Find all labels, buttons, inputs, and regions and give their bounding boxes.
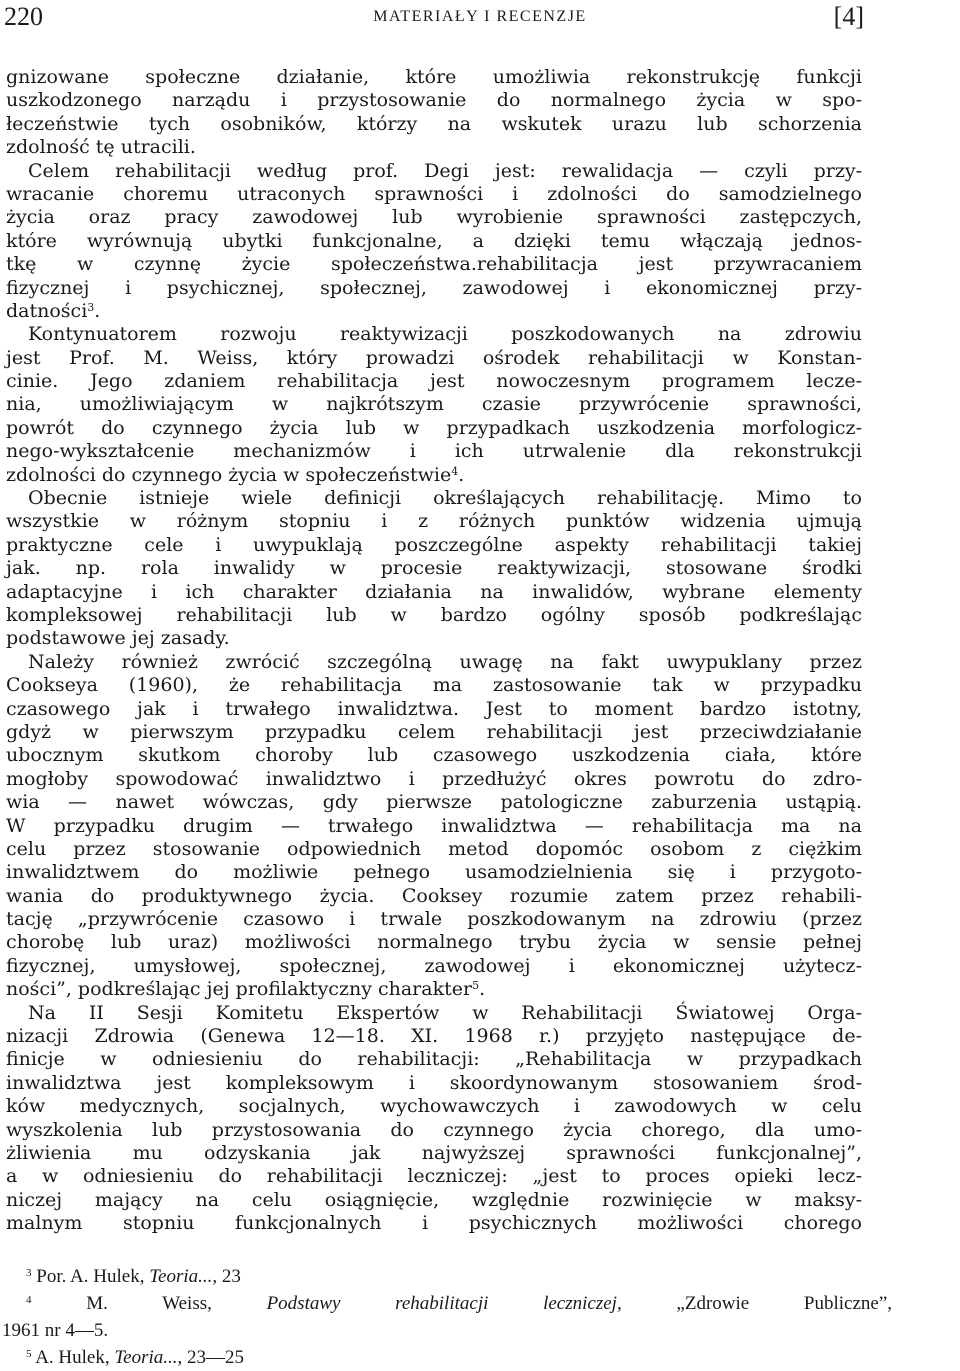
text-line — [6, 861, 862, 884]
text-line — [6, 1048, 862, 1071]
text-line — [6, 838, 862, 861]
text-line-content: które wyrównują ubytki funkcjonalne, a dzięki temu włączają jednos- — [6, 229, 862, 252]
footnote-marker: 3 — [26, 1267, 32, 1279]
text-line — [6, 1165, 862, 1188]
text-line-content: wyszkolenia lub przystosowania do czynnego życia chorego, dla umo- — [6, 1118, 862, 1141]
text-line-content: jest Prof. M. Weiss, który prowadzi ośrodek rehabilitacji w Konstan- — [6, 346, 862, 369]
text-line — [6, 277, 862, 300]
text-line — [6, 206, 862, 229]
footnote-tail: , 23—25 — [177, 1347, 245, 1368]
text-line-content: a w odniesieniu do rehabilitacji leczniczej: „jest to proces opieki lecz- — [6, 1165, 862, 1188]
text-line-tail: . — [458, 463, 465, 486]
footnote-reference: 4 — [451, 464, 459, 478]
text-line — [6, 160, 862, 183]
text-line — [6, 604, 862, 627]
text-line — [6, 978, 862, 1001]
text-line — [6, 674, 862, 697]
text-line-content: Na II Sesji Komitetu Ekspertów w Rehabilitacji Światowej Orga- — [28, 1001, 862, 1024]
text-line-content: Cookseya (1960), że rehabilitacja ma zastosowanie tak w przypadku — [6, 674, 862, 697]
text-line — [6, 698, 862, 721]
footnote-3 — [26, 1263, 892, 1290]
text-line — [6, 651, 862, 674]
text-line — [6, 487, 862, 510]
text-line-content: zdolności do czynnego życia w społeczeństwie — [6, 463, 452, 486]
footnote-4 — [26, 1290, 892, 1317]
footnote-marker: 5 — [26, 1348, 32, 1360]
text-line — [6, 1119, 862, 1142]
footnotes — [2, 1263, 893, 1371]
text-line — [6, 417, 862, 440]
text-line — [6, 721, 862, 744]
text-line — [6, 1002, 862, 1025]
text-line — [6, 347, 862, 370]
text-line-content: kompleksowej rehabilitacji lub w bardzo ogólny sposób podkreślając — [6, 603, 862, 626]
text-line — [6, 113, 862, 136]
text-line-content: gnizowane społeczne działanie, które umożliwia rekonstrukcję funkcji — [6, 66, 862, 88]
text-line — [6, 89, 862, 112]
text-line-content: wia — nawet wówczas, gdy pierwsze patologiczne zaburzenia ustąpią. — [6, 791, 862, 814]
text-line-content: fizycznej, umysłowej, społecznej, zawodowej i ekonomicznej użytecz- — [6, 954, 862, 977]
text-line — [6, 230, 862, 253]
text-line-content: Kontynuatorem rozwoju reaktywizacji poszkodowanych na zdrowiu — [28, 323, 862, 346]
text-line-content: gdyż w pierwszym przypadku celem rehabilitacji jest przeciwdziałanie — [6, 720, 862, 743]
footnote-reference: 3 — [87, 300, 95, 314]
text-line-content: tkę w czynnę życie społeczeństwa.rehabilitacja jest przywracaniem — [6, 253, 862, 276]
text-line-content: inwalidztwa jest kompleksowym i skoordynowanym stosowaniem środ- — [6, 1071, 862, 1094]
text-line — [6, 557, 862, 580]
body-text — [6, 66, 862, 1236]
text-line-content: datności — [6, 299, 88, 322]
text-line-content: niczej mający na celu osiągnięcie, względnie rozwinięcie w maksy- — [6, 1188, 862, 1211]
text-line-content: finicje w odniesieniu do rehabilitacji: „Rehabilitacja w przypadkach — [6, 1048, 862, 1071]
running-title: MATERIAŁY I RECENZJE — [373, 8, 587, 25]
footnote-reference: 5 — [472, 979, 480, 993]
text-line-content: żliwienia mu odzyskania jak najwyższej sprawności funkcjonalnej”, — [6, 1141, 862, 1164]
text-line — [6, 815, 862, 838]
text-line — [6, 66, 862, 89]
text-line-content: W przypadku drugim — trwałego inwalidztwa — rehabilitacja ma na — [6, 814, 862, 837]
text-line-content: jak. np. rola inwalidy w procesie reaktywizacji, stosowane środki — [6, 557, 862, 580]
footnote-text: A. Hulek, — [35, 1347, 115, 1368]
text-line-content: nia, umożliwiającym w najkrótszym czasie przywrócenie sprawności, — [6, 393, 862, 416]
text-line-content: Należy również zwrócić szczególną uwagę na fakt uwypuklany przez — [28, 650, 862, 673]
text-line-content: fizycznej i psychicznej, społecznej, zawodowej i ekonomicznej przy- — [6, 276, 862, 299]
text-line-content: nego-wykształcenie mechanizmów i ich utrwalenie dla rekonstrukcji — [6, 440, 862, 463]
text-line — [6, 1212, 862, 1235]
text-line — [6, 581, 862, 604]
page-number: 220 — [4, 2, 43, 31]
text-line-content: cinie. Jego zdaniem rehabilitacja jest nowoczesnym programem lecze- — [6, 370, 862, 393]
text-line — [6, 1025, 862, 1048]
text-line — [6, 1095, 862, 1118]
footnote-text: Por. A. Hulek, — [36, 1266, 150, 1287]
text-line — [6, 393, 862, 416]
text-line — [6, 955, 862, 978]
text-line — [6, 768, 862, 791]
text-line — [6, 627, 862, 650]
text-line-content: Obecnie istnieje wiele definicji określających rehabilitację. Mimo to — [28, 487, 862, 510]
text-line-tail: . — [479, 978, 486, 1001]
text-line — [6, 1072, 862, 1095]
footnote-marker: 4 — [26, 1294, 32, 1306]
footnote-text: M. Weiss, — [86, 1293, 267, 1314]
text-line-content: mogłoby spowodować inwalidztwo i przedłużyć okres powrotu do zdro- — [6, 767, 862, 790]
text-line-content: inwalidztwem do możliwie pełnego usamodzielnienia się i przygoto- — [6, 861, 862, 884]
text-line — [6, 136, 862, 159]
text-line-content: życia oraz pracy zawodowej lub wyrobienie sprawności zastępczych, — [6, 206, 862, 229]
text-line — [6, 744, 862, 767]
footnote-tail: „Zdrowie Publiczne”, — [621, 1293, 893, 1314]
text-line — [6, 253, 862, 276]
text-line-content: łeczeństwie tych osobników, którzy na wskutek urazu lub schorzenia — [6, 112, 862, 135]
text-line — [6, 1189, 862, 1212]
text-line-content: zdolność tę utracili. — [6, 136, 196, 159]
section-number: [4] — [833, 2, 864, 31]
footnote-title: Teoria... — [149, 1266, 213, 1287]
text-line-content: wracanie choremu utraconych sprawności i zdolności do samodzielnego — [6, 182, 862, 205]
text-line-content: ności”, podkreślając jej profilaktyczny charakter — [6, 978, 473, 1001]
text-line — [6, 370, 862, 393]
text-line-tail: . — [94, 299, 101, 322]
page-header — [0, 0, 960, 40]
text-line-content: praktyczne cele i uwypuklają poszczególne aspekty rehabilitacji takiej — [6, 533, 862, 556]
text-line-content: Celem rehabilitacji według prof. Degi jest: rewalidacja — czyli przy- — [28, 159, 862, 182]
footnote-5 — [26, 1344, 892, 1371]
text-line-content: powrót do czynnego życia lub w przypadkach uszkodzenia morfologicz- — [6, 416, 862, 439]
text-line — [6, 534, 862, 557]
text-line — [6, 510, 862, 533]
text-line-content: chorobę lub uraz) możliwości normalnego trybu życia w sensie pełnej — [6, 931, 862, 954]
text-line — [6, 300, 862, 323]
text-line-content: malnym stopniu funkcjonalnych i psychicznych możliwości chorego — [6, 1212, 862, 1235]
footnote-tail: , 23 — [212, 1266, 241, 1287]
text-line-content: wszystkie w różnym stopniu i z różnych punktów widzenia ujmują — [6, 510, 862, 533]
text-line-content: wania do produktywnego życia. Cooksey rozumie zatem przez rehabili- — [6, 884, 862, 907]
text-line-content: nizacji Zdrowia (Genewa 12—18. XI. 1968 r.) przyjęto następujące de- — [6, 1025, 862, 1048]
text-line-content: tację „przywrócenie czasowo i trwale poszkodowanym na zdrowiu (przez — [6, 908, 862, 931]
text-line — [6, 323, 862, 346]
text-line-content: celu przez stosowanie odpowiednich metod dopomóc osobom z ciężkim — [6, 837, 862, 860]
footnote-title: Teoria... — [114, 1347, 178, 1368]
text-line-content: ubocznym skutkom choroby lub czasowego uszkodzenia ciała, które — [6, 744, 862, 767]
text-line — [6, 183, 862, 206]
text-line — [6, 791, 862, 814]
text-line-content: podstawowe jej zasady. — [6, 627, 230, 650]
text-line — [6, 931, 862, 954]
footnote-4-continuation: 1961 nr 4—5. — [2, 1320, 109, 1341]
text-line — [6, 1142, 862, 1165]
text-line — [6, 885, 862, 908]
text-line-content: uszkodzonego narządu i przystosowanie do normalnego życia w spo- — [6, 89, 862, 112]
text-line — [6, 908, 862, 931]
text-line-content: czasowego jak i trwałego inwalidztwa. Jest to moment bardzo istotny, — [6, 697, 862, 720]
footnote-title: Podstawy rehabilitacji leczniczej, — [266, 1293, 622, 1314]
text-line — [6, 464, 862, 487]
text-line-content: adaptacyjne i ich charakter działania na inwalidów, wybrane elementy — [6, 580, 862, 603]
text-line-content: ków medycznych, socjalnych, wychowawczych i zawodowych w celu — [6, 1095, 862, 1118]
text-line — [6, 440, 862, 463]
